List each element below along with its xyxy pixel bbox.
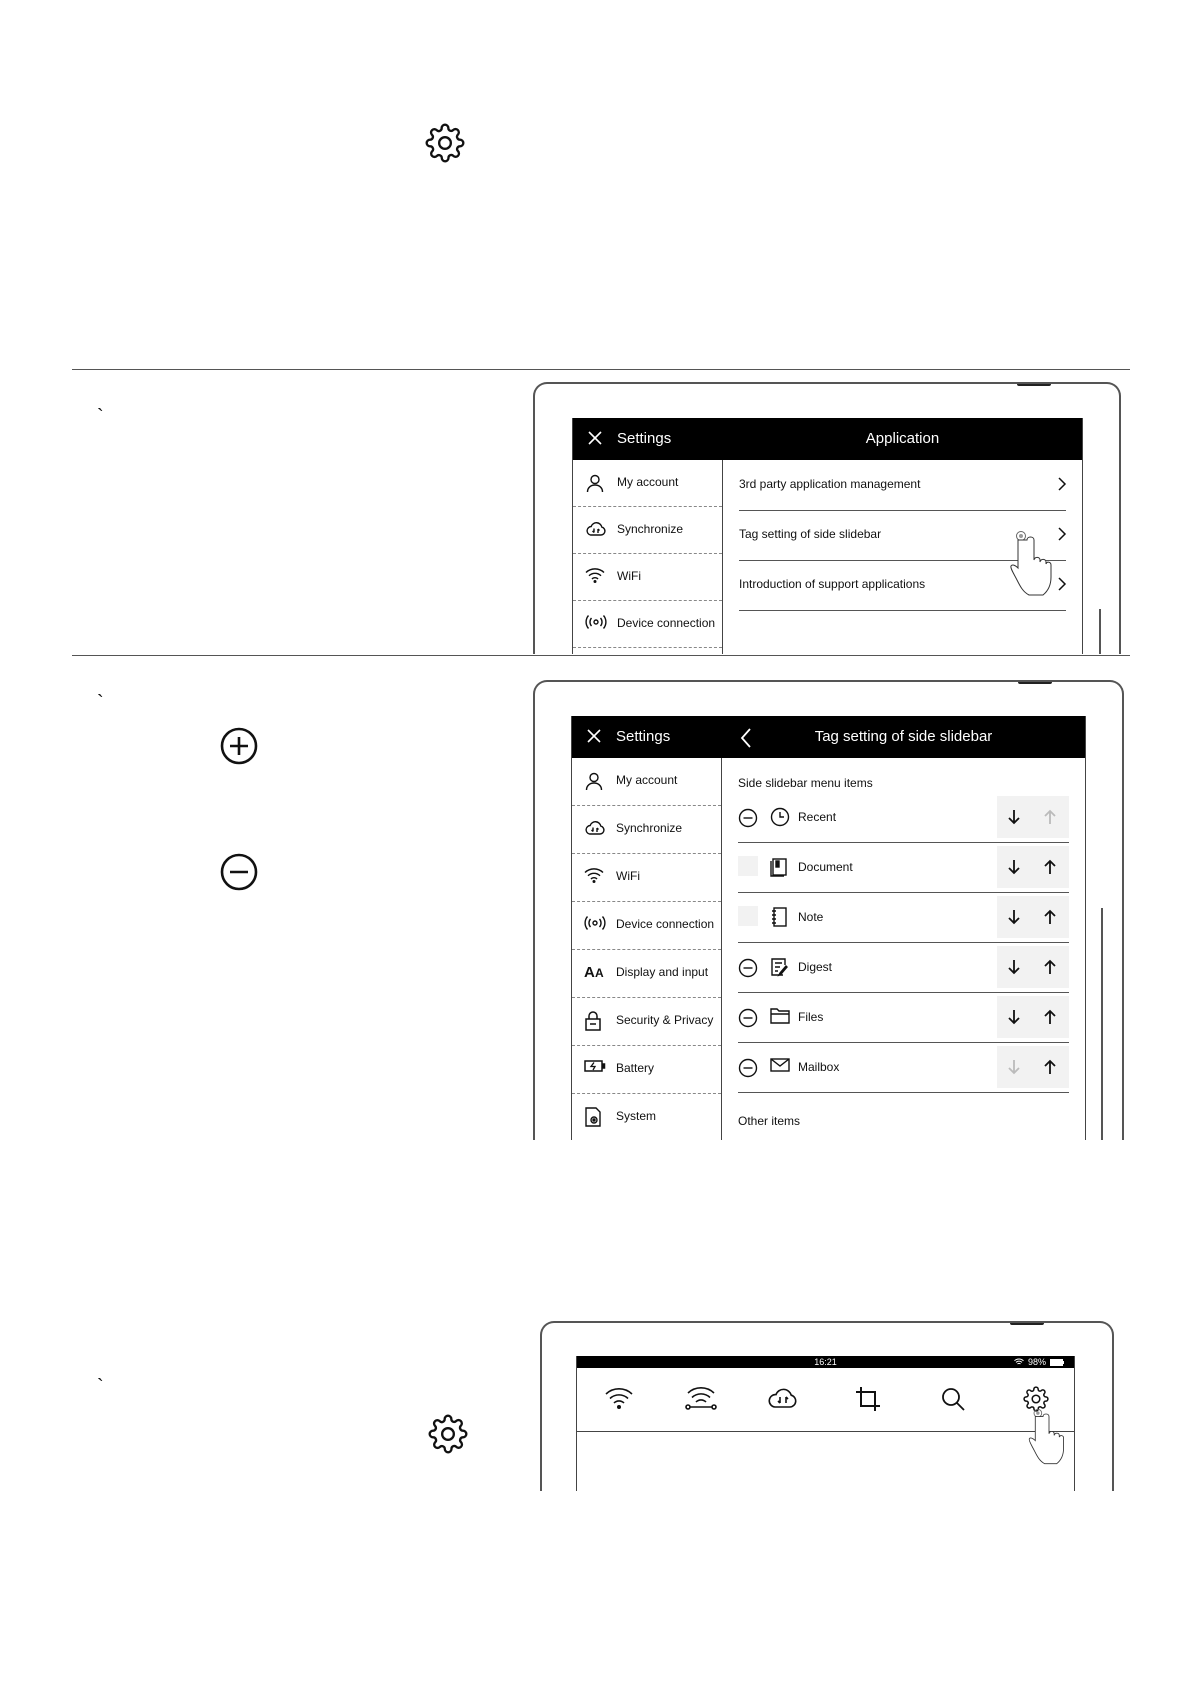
sidebar-item-battery[interactable] — [572, 1046, 721, 1094]
status-time: 16:21 — [814, 1357, 837, 1367]
list-item-label: 3rd party application management — [739, 477, 921, 491]
chevron-right-icon — [1058, 577, 1066, 591]
chevron-right-icon — [1058, 477, 1066, 491]
menu-item-label: Document — [798, 860, 853, 874]
list-item-3rd-party-apps[interactable] — [739, 460, 1066, 511]
system-icon — [584, 1107, 606, 1127]
person-icon — [584, 771, 606, 791]
menu-item-label: Note — [798, 910, 824, 924]
broadcast-icon — [584, 915, 606, 935]
settings-title: Settings — [617, 430, 672, 447]
arrow-down-icon[interactable] — [1007, 909, 1021, 925]
sidebar-item-label: Synchronize — [616, 821, 683, 835]
device-edge-line — [1101, 908, 1103, 1140]
folder-icon — [770, 1007, 790, 1025]
reorder-controls — [997, 846, 1069, 888]
placeholder-box — [738, 906, 758, 926]
placeholder-box — [738, 856, 758, 876]
tick-mark-1: ` — [97, 406, 104, 428]
notebook-icon — [770, 907, 788, 927]
sidebar-item-label: Device connection — [617, 616, 716, 630]
arrow-up-icon[interactable] — [1043, 859, 1057, 875]
reorder-controls — [997, 946, 1069, 988]
tag-setting-screen — [571, 716, 1086, 1140]
application-list — [723, 460, 1082, 654]
page-title: Tag setting of side slidebar — [814, 728, 993, 745]
tick-mark-3: ` — [97, 1376, 104, 1398]
minus-circle-icon[interactable] — [738, 1008, 758, 1028]
section-title-menu-items: Side slidebar menu items — [738, 776, 873, 790]
arrow-up-icon[interactable] — [1043, 1009, 1057, 1025]
home-screen — [576, 1356, 1075, 1491]
menu-item-files — [738, 992, 1069, 1043]
sidebar-item-label: Device connection — [616, 917, 715, 931]
sidebar-item-label: Display and input — [616, 965, 709, 979]
device-mockup-application — [533, 382, 1121, 654]
sidebar-item-label: Security & Privacy — [616, 1013, 714, 1027]
sidebar-item-my-account[interactable] — [573, 460, 722, 507]
cloud-sync-icon[interactable] — [767, 1386, 799, 1410]
wifi-icon — [1014, 1358, 1024, 1366]
quick-settings-bar — [577, 1368, 1074, 1432]
sidebar-item-security-privacy[interactable] — [572, 998, 721, 1046]
tapping-hand-icon — [1029, 1408, 1069, 1468]
plus-circle-icon — [220, 727, 258, 765]
search-icon[interactable] — [940, 1386, 966, 1412]
menu-item-digest — [738, 942, 1069, 993]
page-title: Application — [865, 430, 940, 447]
minus-circle-icon[interactable] — [738, 958, 758, 978]
cloud-sync-icon — [585, 520, 607, 540]
menu-item-label: Recent — [798, 810, 837, 824]
svg-text:A: A — [595, 966, 604, 980]
sidebar-item-synchronize[interactable] — [572, 806, 721, 854]
minus-circle-icon — [220, 853, 258, 891]
tag-setting-panel — [722, 758, 1085, 1140]
menu-item-recent — [738, 792, 1069, 843]
settings-sidebar — [573, 460, 723, 654]
reorder-controls — [997, 996, 1069, 1038]
device-edge-line — [1099, 609, 1101, 654]
settings-title: Settings — [616, 728, 671, 745]
sidebar-item-label: My account — [617, 475, 679, 489]
sidebar-item-wifi[interactable] — [572, 854, 721, 902]
clock-icon — [770, 807, 790, 827]
sidebar-item-display-input[interactable] — [572, 950, 721, 998]
digest-icon — [770, 957, 788, 977]
lock-icon — [584, 1011, 606, 1031]
arrow-up-icon[interactable] — [1043, 959, 1057, 975]
svg-text:A: A — [584, 964, 595, 981]
tick-mark-2: ` — [97, 692, 104, 714]
settings-sidebar — [572, 758, 722, 1140]
settings-header — [573, 418, 1082, 460]
tapping-hand-icon — [1011, 530, 1057, 600]
person-icon — [585, 473, 607, 493]
gear-icon — [428, 1414, 468, 1454]
power-button — [1010, 1321, 1044, 1325]
wifi-icon — [584, 867, 606, 887]
arrow-down-icon[interactable] — [1007, 1009, 1021, 1025]
arrow-down-icon[interactable] — [1007, 959, 1021, 975]
list-item-label: Introduction of support applications — [739, 577, 926, 591]
sidebar-item-label: System — [616, 1109, 657, 1123]
sidebar-item-label: Battery — [616, 1061, 655, 1075]
reorder-controls — [997, 796, 1069, 838]
gear-icon — [425, 123, 465, 163]
section-divider-1 — [72, 369, 1130, 370]
sidebar-item-label: WiFi — [617, 569, 641, 583]
arrow-up-icon[interactable] — [1043, 1059, 1057, 1075]
battery-icon — [1050, 1359, 1064, 1366]
list-item-label: Tag setting of side slidebar — [739, 527, 882, 541]
arrow-down-icon — [1007, 1059, 1021, 1075]
close-icon[interactable] — [587, 430, 603, 446]
wifi-icon[interactable] — [605, 1386, 633, 1410]
sidebar-item-wifi[interactable] — [573, 554, 722, 601]
battery-percent: 98% — [1027, 1357, 1046, 1367]
arrow-down-icon[interactable] — [1007, 859, 1021, 875]
status-right — [1014, 1356, 1064, 1368]
settings-screen — [572, 418, 1083, 654]
document-icon — [770, 857, 788, 877]
menu-item-label: Files — [798, 1010, 824, 1024]
menu-item-label: Digest — [798, 960, 833, 974]
reorder-controls — [997, 1046, 1069, 1088]
menu-item-mailbox — [738, 1042, 1069, 1093]
mail-icon — [770, 1057, 790, 1073]
hotspot-icon[interactable] — [684, 1386, 718, 1410]
power-button — [1017, 382, 1051, 386]
power-button — [1018, 680, 1052, 684]
battery-icon — [584, 1059, 606, 1079]
minus-circle-icon[interactable] — [738, 808, 758, 828]
minus-circle-icon[interactable] — [738, 1058, 758, 1078]
menu-item-note — [738, 892, 1069, 943]
broadcast-icon — [585, 614, 607, 634]
device-mockup-quick-settings — [540, 1321, 1114, 1491]
close-icon[interactable] — [586, 728, 602, 744]
settings-header — [572, 716, 1085, 758]
sidebar-item-label: My account — [616, 773, 678, 787]
menu-item-label: Mailbox — [798, 1060, 840, 1074]
section-title-other-items: Other items — [738, 1114, 801, 1128]
sidebar-item-system[interactable] — [572, 1094, 721, 1140]
font-size-icon — [584, 963, 606, 983]
arrow-down-icon[interactable] — [1007, 809, 1021, 825]
sidebar-item-label: Synchronize — [617, 522, 684, 536]
chevron-right-icon — [1058, 527, 1066, 541]
sidebar-item-device-connection[interactable] — [573, 601, 722, 648]
crop-icon[interactable] — [855, 1386, 881, 1412]
status-bar — [577, 1356, 1074, 1368]
sidebar-item-my-account[interactable] — [572, 758, 721, 806]
menu-item-document — [738, 842, 1069, 893]
sidebar-item-device-connection[interactable] — [572, 902, 721, 950]
sidebar-item-synchronize[interactable] — [573, 507, 722, 554]
cloud-sync-icon — [584, 819, 606, 839]
section-divider-2 — [72, 655, 1130, 656]
wifi-icon — [585, 567, 607, 587]
device-mockup-tag-setting — [533, 680, 1124, 1140]
arrow-up-icon — [1043, 809, 1057, 825]
sidebar-item-label: WiFi — [616, 869, 640, 883]
reorder-controls — [997, 896, 1069, 938]
arrow-up-icon[interactable] — [1043, 909, 1057, 925]
